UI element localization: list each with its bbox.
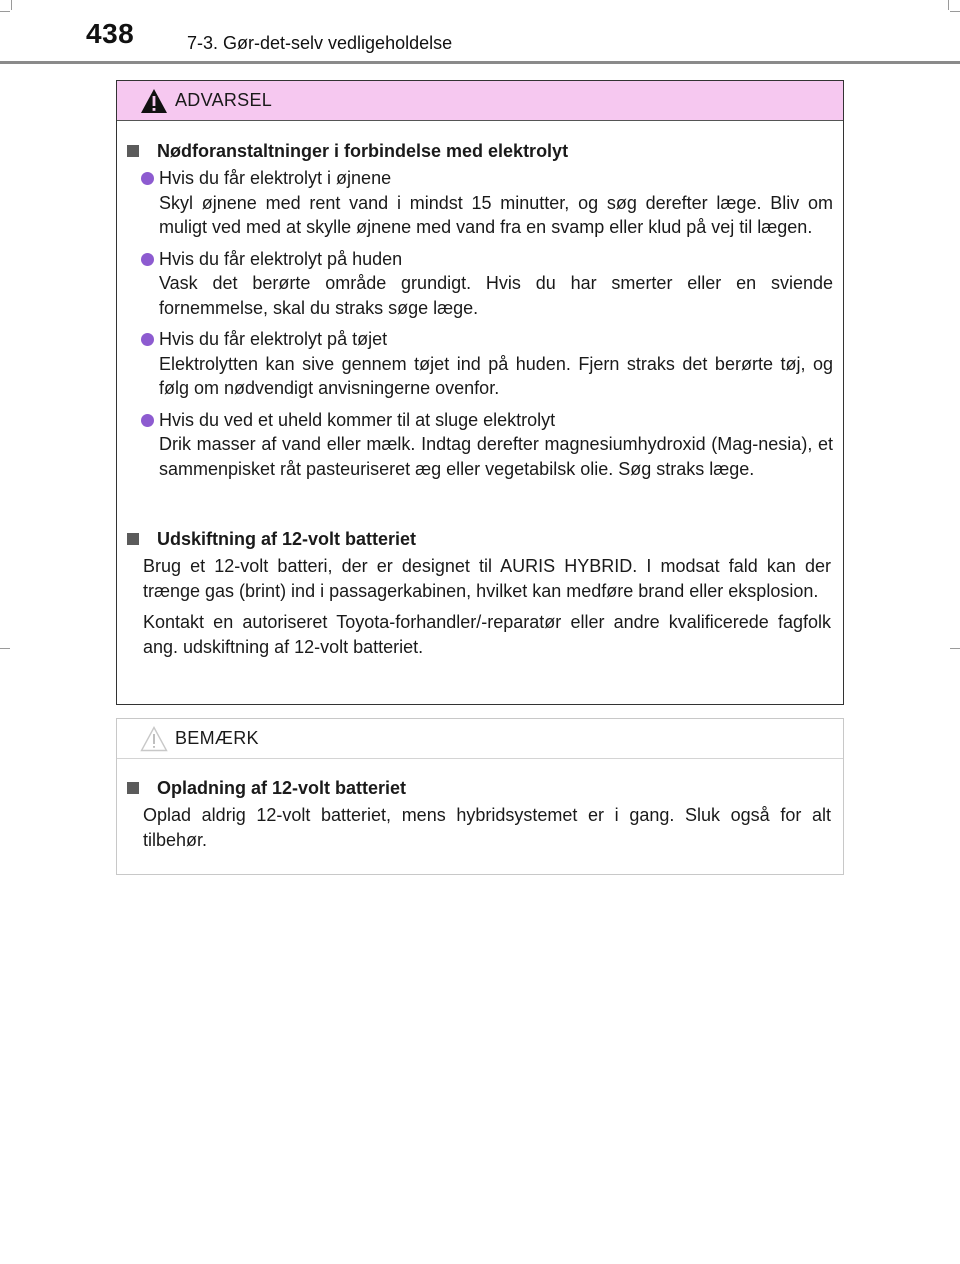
page-number: 438 bbox=[86, 18, 135, 49]
crop-mark bbox=[0, 648, 10, 649]
bullet-dot-icon bbox=[141, 333, 154, 346]
crop-mark bbox=[950, 11, 960, 12]
paragraph: Brug et 12-volt batteri, der er designet til AURIS HYBRID. I modsat fald kan der trænge gas (brint) ind i passagerkabinen, hvilket kan medføre brand eller eksplosion. bbox=[143, 556, 831, 601]
notice-box bbox=[116, 718, 844, 875]
section-square-icon bbox=[127, 782, 139, 794]
bullet-dot-icon bbox=[141, 253, 154, 266]
section-square-icon bbox=[127, 145, 139, 157]
section-title: Opladning af 12-volt batteriet bbox=[117, 776, 843, 800]
bullet-dot-icon bbox=[141, 414, 154, 427]
paragraph: Oplad aldrig 12-volt batteriet, mens hybridsystemet er i gang. Sluk også for alt tilbehør. bbox=[143, 805, 831, 850]
crop-mark bbox=[950, 648, 960, 649]
list-item: Hvis du ved et uheld kommer til at sluge elektrolyt Drik masser af vand eller mælk. Indtag derefter magnesiumhydroxid (Mag-nesia), et sammenpisket råt pasteuriseret æg eller vegetabilsk olie. Søg straks læge. bbox=[117, 408, 843, 482]
chapter-title: 7-3. Gør-det-selv vedligeholdelse bbox=[187, 33, 453, 53]
crop-mark bbox=[948, 0, 949, 10]
warning-box bbox=[116, 80, 844, 705]
notice-label: BEMÆRK bbox=[175, 728, 259, 748]
caution-triangle-icon bbox=[139, 725, 169, 753]
warning-box-header bbox=[117, 81, 843, 121]
warning-triangle-icon bbox=[139, 87, 169, 115]
crop-mark bbox=[0, 11, 10, 12]
notice-section-charging bbox=[117, 776, 843, 852]
warning-section-electrolyte bbox=[117, 139, 843, 481]
warning-label: ADVARSEL bbox=[175, 90, 273, 110]
crop-mark bbox=[11, 0, 12, 10]
list-item: Hvis du får elektrolyt på huden Vask det berørte område grundigt. Hvis du har smerter eller en sviende fornemmelse, skal du straks søge læge. bbox=[117, 247, 843, 321]
list-item: Hvis du får elektrolyt i øjnene Skyl øjnene med rent vand i mindst 15 minutter, og søg derefter læge. Bliv om muligt ved med at skylle øjnene med vand fra en svamp eller klud på vej til lægen. bbox=[117, 166, 843, 240]
header-rule bbox=[0, 61, 960, 64]
section-title: Nødforanstaltninger i forbindelse med elektrolyt bbox=[117, 139, 843, 163]
section-title: Udskiftning af 12-volt batteriet bbox=[117, 527, 843, 551]
bullet-dot-icon bbox=[141, 172, 154, 185]
paragraph: Kontakt en autoriseret Toyota-forhandler/-reparatør eller andre kvalificerede fagfolk ang. udskiftning af 12-volt batteriet. bbox=[143, 612, 831, 657]
notice-box-header bbox=[117, 719, 843, 759]
list-item: Hvis du får elektrolyt på tøjet Elektrolytten kan sive gennem tøjet ind på huden. Fjern straks det berørte tøj, og følg om nødvendigt anvisningerne ovenfor. bbox=[117, 327, 843, 401]
section-square-icon bbox=[127, 533, 139, 545]
warning-section-battery-replacement bbox=[117, 527, 843, 659]
